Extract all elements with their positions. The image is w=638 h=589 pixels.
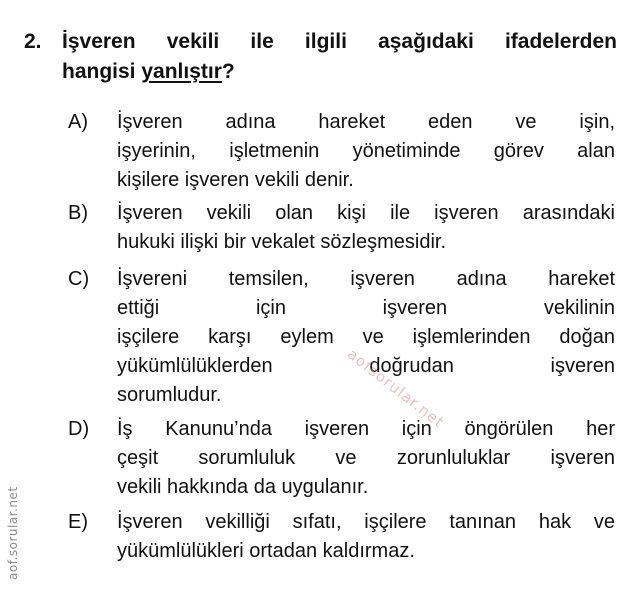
- option-line: İşvereni temsilen, işveren adına hareket: [117, 268, 615, 290]
- option-line: İş Kanunu’nda işveren için öngörülen her: [117, 418, 615, 440]
- option-line: kişilere işveren vekili denir.: [117, 169, 354, 191]
- option-line: vekili hakkında da uygulanır.: [117, 476, 369, 498]
- question-number: 2.: [24, 30, 42, 53]
- question-stem-suffix: ?: [221, 60, 235, 83]
- question-stem: [62, 27, 617, 87]
- option-a-text: [117, 108, 615, 195]
- option-line: İşveren adına hareket eden ve işin,: [117, 111, 615, 133]
- option-line: işyerinin, işletmenin yönetiminde görev alan: [117, 140, 615, 162]
- option-line: yükümlülüklerden doğrudan işveren: [117, 355, 615, 377]
- option-a-letter: A): [68, 111, 88, 133]
- question-stem-prefix: hangisi: [62, 60, 142, 83]
- option-c-text: [117, 265, 615, 410]
- option-line: sorumludur.: [117, 384, 222, 406]
- option-b-letter: B): [68, 202, 88, 224]
- option-c-letter: C): [68, 268, 90, 290]
- option-line: İşveren vekili olan kişi ile işveren arasındaki: [117, 202, 615, 224]
- option-line: ettiği için işveren vekilinin: [117, 297, 615, 319]
- option-line: çeşit sorumluluk ve zorunluluklar işveren: [117, 447, 615, 469]
- option-d-text: [117, 415, 615, 502]
- option-b-text: [117, 199, 615, 257]
- option-e-letter: E): [68, 511, 88, 533]
- question-stem-line-2: [62, 57, 617, 87]
- option-line: hukuki ilişki bir vekalet sözleşmesidir.: [117, 231, 447, 253]
- center-watermark: aofsorular.net: [343, 345, 448, 432]
- option-e-text: [117, 508, 615, 566]
- option-line: İşveren vekilliği sıfatı, işçilere tanınan hak ve: [117, 511, 615, 533]
- side-watermark: aof.sorular.net: [6, 486, 20, 580]
- question-stem-line-1: İşveren vekili ile ilgili aşağıdaki ifadelerden: [62, 30, 617, 53]
- question-emphasis-word: yanlıştır: [141, 60, 222, 83]
- option-d-letter: D): [68, 418, 90, 440]
- option-line: yükümlülükleri ortadan kaldırmaz.: [117, 540, 415, 562]
- option-line: işçilere karşı eylem ve işlemlerinden doğan: [117, 326, 615, 348]
